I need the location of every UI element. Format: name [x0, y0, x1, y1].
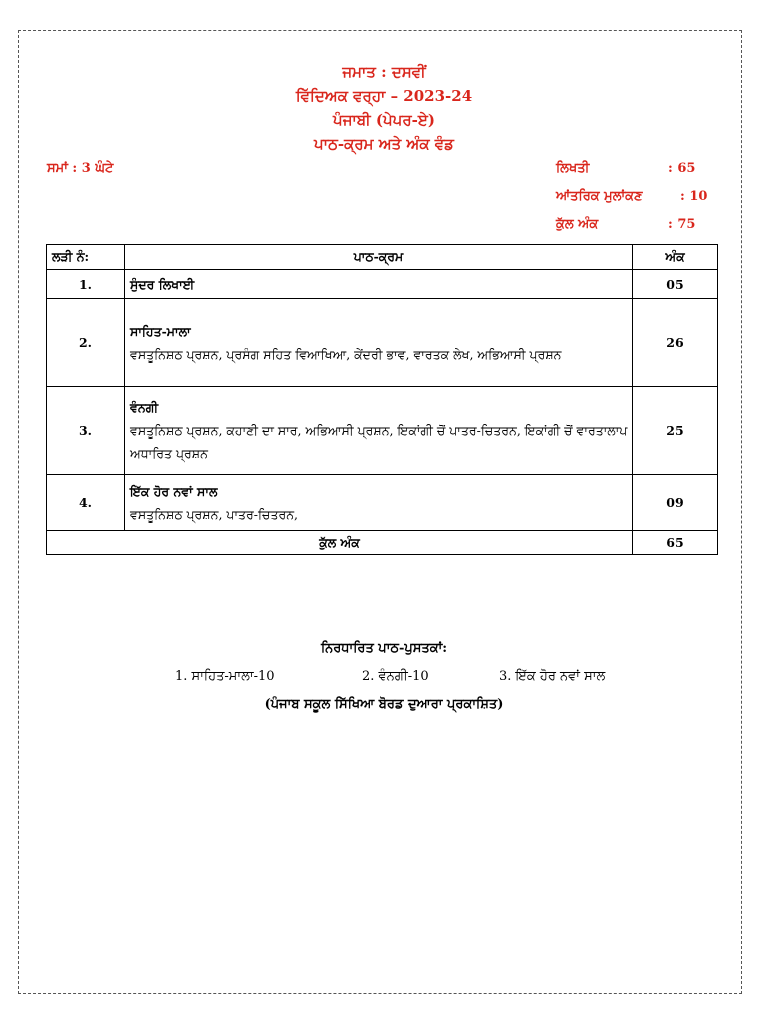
textbook-item: 1. ਸਾਹਿਤ-ਮਾਲਾ-10	[175, 669, 275, 684]
row-detail: ਵਸਤੂਨਿਸ਼ਠ ਪ੍ਰਸ਼ਨ, ਪ੍ਰਸੰਗ ਸਹਿਤ ਵਿਆਖਿਆ, ਕੇਂਦਰੀ ਭਾਵ, ਵਾਰਤਕ ਲੇਖ, ਅਭਿਆਸੀ ਪ੍ਰਸ਼ਨ	[130, 346, 562, 362]
row-title: ਇੱਕ ਹੋਰ ਨਵਾਂ ਸਾਲ	[130, 483, 218, 499]
row-title: ਵੰਨਗੀ	[130, 400, 159, 415]
row-marks: 05	[633, 270, 718, 299]
row-serial: 1.	[47, 270, 125, 299]
row-detail: ਵਸਤੂਨਿਸ਼ਠ ਪ੍ਰਸ਼ਨ, ਕਹਾਣੀ ਦਾ ਸਾਰ, ਅਭਿਆਸੀ ਪ੍ਰਸ਼ਨ, ਇਕਾਂਗੀ ਚੋਂ ਪਾਤਰ-ਚਿਤਰਨ, ਇਕਾਂਗੀ ਚੋਂ ਵਾਰਤਾਲਾਪ ਅਧਾਰਿਤ ਪ੍ਰਸ਼ਨ	[130, 423, 628, 461]
textbook-item: 3. ਇੱਕ ਹੋਰ ਨਵਾਂ ਸਾਲ	[499, 669, 606, 684]
internal-value: : 10	[680, 189, 708, 204]
written-label: ਲਿਖਤੀ	[556, 161, 590, 176]
row-detail: ਵਸਤੂਨਿਸ਼ਠ ਪ੍ਰਸ਼ਨ, ਪਾਤਰ-ਚਿਤਰਨ,	[130, 506, 298, 522]
row-content	[125, 270, 633, 299]
textbooks-heading: ਨਿਰਧਾਰਿਤ ਪਾਠ-ਪੁਸਤਕਾਂ:	[320, 641, 448, 656]
total-marks-cell: 65	[633, 531, 718, 555]
table-header-row	[47, 245, 718, 270]
row-serial: 2.	[47, 299, 125, 387]
time-label: ਸਮਾਂ : 3 ਘੰਟੇ	[47, 161, 114, 176]
syllabus-heading: ਪਾਠ-ਕ੍ਰਮ ਅਤੇ ਅੰਕ ਵੰਡ	[314, 135, 454, 153]
publisher-note: (ਪੰਜਾਬ ਸਕੂਲ ਸਿੱਖਿਆ ਬੋਰਡ ਦੁਆਰਾ ਪ੍ਰਕਾਸ਼ਿਤ)	[264, 697, 504, 712]
total-value: : 75	[668, 217, 696, 232]
row-marks: 26	[633, 299, 718, 387]
table-total-row	[47, 531, 718, 555]
internal-label: ਆਂਤਰਿਕ ਮੁਲਾਂਕਣ	[556, 189, 643, 204]
row-marks: 09	[633, 475, 718, 531]
header-syllabus: ਪਾਠ-ਕ੍ਰਮ	[125, 245, 633, 270]
row-title: ਸਾਹਿਤ-ਮਾਲਾ	[130, 323, 191, 339]
row-content	[125, 299, 633, 387]
row-title: ਸੁੰਦਰ ਲਿਖਾਈ	[130, 276, 195, 292]
row-content	[125, 475, 633, 531]
total-label: ਕੁੱਲ ਅੰਕ	[556, 217, 599, 232]
class-heading: ਜਮਾਤ : ਦਸਵੀਂ	[342, 63, 426, 81]
row-serial: 3.	[47, 387, 125, 475]
row-serial: 4.	[47, 475, 125, 531]
row-content	[125, 387, 633, 475]
subject-heading: ਪੰਜਾਬੀ (ਪੇਪਰ-ਏ)	[333, 111, 435, 129]
total-label-cell: ਕੁੱਲ ਅੰਕ	[47, 531, 633, 555]
table-row	[47, 299, 718, 387]
syllabus-table	[46, 244, 718, 555]
written-value: : 65	[668, 161, 696, 176]
header-marks: ਅੰਕ	[633, 245, 718, 270]
table-row	[47, 475, 718, 531]
header-serial: ਲੜੀ ਨੰ:	[47, 245, 125, 270]
table-row	[47, 387, 718, 475]
academic-year-heading: ਵਿੱਦਿਅਕ ਵਰ੍ਹਾ – 2023-24	[295, 87, 473, 105]
row-marks: 25	[633, 387, 718, 475]
table-row	[47, 270, 718, 299]
textbook-item: 2. ਵੰਨਗੀ-10	[362, 669, 429, 684]
